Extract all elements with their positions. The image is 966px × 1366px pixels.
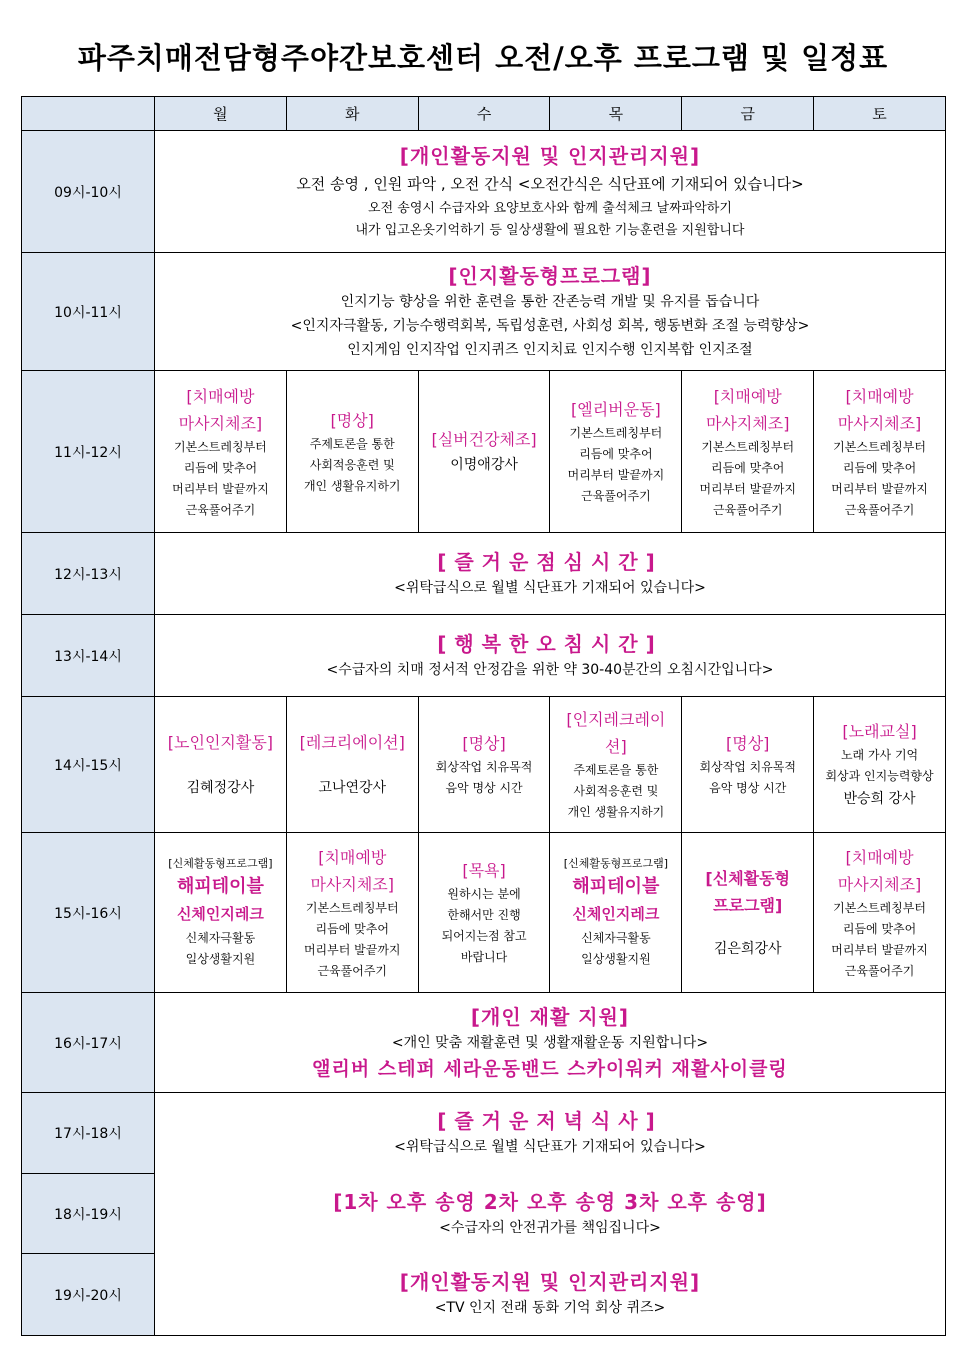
activity-line: <위탁급식으로 월별 식단표가 기재되어 있습니다> xyxy=(394,1139,706,1156)
cell-line: 사회적응훈련 및 xyxy=(309,457,395,472)
cell-title: [치매예방 xyxy=(318,847,387,867)
cell-line: 기본스트레칭부터 xyxy=(701,439,795,454)
day-thu: 목 xyxy=(550,97,682,131)
teacher-name: 이명애강사 xyxy=(450,457,518,473)
cell-line: 사회적응훈련 및 xyxy=(573,784,659,798)
row-1415 xyxy=(22,697,946,833)
cell-line: 머리부터 발끝까지 xyxy=(567,468,665,482)
cell-line: 회상작업 치유목적 xyxy=(699,760,796,774)
program-sub: 신체인지레크 xyxy=(176,905,264,923)
cell-line: 일상생활지원 xyxy=(185,952,256,966)
activity-1617 xyxy=(155,993,946,1093)
activity-1314 xyxy=(155,615,946,697)
time-1314: 13시-14시 xyxy=(22,615,155,697)
activity-line: <TV 인지 전래 동화 기억 회상 퀴즈> xyxy=(434,1300,666,1317)
cell-line: 음악 명상 시간 xyxy=(445,781,523,795)
activity-1819 xyxy=(155,1174,946,1254)
time-1617: 16시-17시 xyxy=(22,993,155,1093)
cell-line: 한해서만 진행 xyxy=(447,908,521,922)
time-1718: 17시-18시 xyxy=(22,1093,155,1174)
row-1314 xyxy=(22,615,946,697)
day-wed: 수 xyxy=(418,97,550,131)
cell-line: 머리부터 발끝까지 xyxy=(172,481,269,496)
cell-line: 근육풀어주기 xyxy=(317,963,388,978)
cell-line: 리듬에 맞추어 xyxy=(315,921,389,936)
day-fri: 금 xyxy=(682,97,814,131)
activity-0910 xyxy=(155,131,946,253)
time-1112: 11시-12시 xyxy=(22,371,155,533)
cell-title: 션] xyxy=(605,737,627,756)
activity-title: [개인 재활 지원] xyxy=(470,1004,630,1029)
cell-line: 머리부터 발끝까지 xyxy=(303,942,401,957)
row-1920 xyxy=(22,1254,946,1336)
activity-line: <수급자의 안전귀가를 책임집니다> xyxy=(439,1219,661,1236)
program-name: 해피테이블 xyxy=(572,876,660,897)
cell-line: 근육풀어주기 xyxy=(844,502,915,517)
cell-1112-wed xyxy=(418,371,550,533)
cell-line: 회상과 인지능력향상 xyxy=(825,769,934,783)
cell-line: 음악 명상 시간 xyxy=(709,781,787,795)
cell-1415-sat xyxy=(814,697,946,833)
row-1112 xyxy=(22,371,946,533)
activity-title: [개인활동지원 및 인지관리지원] xyxy=(399,1270,701,1295)
cell-1516-thu xyxy=(550,833,682,993)
cell-1516-wed xyxy=(418,833,550,993)
cell-1415-thu xyxy=(550,697,682,833)
cell-1516-fri xyxy=(682,833,814,993)
activity-title: [개인활동지원 및 인지관리지원] xyxy=(399,143,701,168)
program-tag: [신체활동형프로그램] xyxy=(563,857,668,870)
row-0910 xyxy=(22,131,946,253)
cell-line: 노래 가사 기억 xyxy=(840,748,919,762)
teacher-name: 김은희강사 xyxy=(713,940,782,957)
cell-1516-sat xyxy=(814,833,946,993)
cell-line: 근육풀어주기 xyxy=(185,502,256,517)
header-row xyxy=(22,97,946,131)
day-sat: 토 xyxy=(814,97,946,131)
cell-line: 리듬에 맞추어 xyxy=(711,460,785,475)
cell-line: 기본스트레칭부터 xyxy=(174,439,267,454)
cell-1112-thu xyxy=(550,371,682,533)
activity-title: [1차 오후 송영 2차 오후 송영 3차 오후 송영] xyxy=(333,1189,767,1214)
row-1718 xyxy=(22,1093,946,1174)
cell-title: [노래교실] xyxy=(842,722,917,741)
teacher-name: 반승희 강사 xyxy=(843,791,916,807)
cell-1516-mon xyxy=(155,833,287,993)
cell-line: 근육풀어주기 xyxy=(844,963,915,978)
equipment-list: 앨리버 스테퍼 세라운동밴드 스카이워커 재활사이클링 xyxy=(312,1057,788,1080)
cell-title: [명상] xyxy=(330,410,374,430)
cell-line: 리듬에 맞추어 xyxy=(183,460,258,475)
cell-1415-fri xyxy=(682,697,814,833)
cell-line: 주제토론을 통한 xyxy=(309,436,395,451)
program-sub: 신체인지레크 xyxy=(572,905,660,923)
cell-title: 프로그램] xyxy=(713,895,783,915)
cell-1516-tue xyxy=(286,833,418,993)
cell-line: 머리부터 발끝까지 xyxy=(831,942,928,957)
cell-line: 근육풀어주기 xyxy=(712,502,783,517)
cell-line: 리듬에 맞추어 xyxy=(842,460,917,475)
cell-line: 바랍니다 xyxy=(460,950,508,964)
row-1819 xyxy=(22,1174,946,1254)
cell-title: [신체활동형 xyxy=(705,868,791,888)
cell-title: [목욕] xyxy=(462,861,506,880)
cell-title: [실버건강체조] xyxy=(431,430,537,449)
cell-title: 마사지체조] xyxy=(178,413,263,433)
day-tue: 화 xyxy=(286,97,418,131)
cell-line: 주제토론을 통한 xyxy=(573,763,659,777)
cell-title: 마사지체조] xyxy=(310,874,394,894)
cell-title: 마사지체조] xyxy=(837,874,922,894)
program-name: 해피테이블 xyxy=(176,876,264,897)
activity-title: [인지활동형프로그램] xyxy=(448,263,652,288)
activity-1213 xyxy=(155,533,946,615)
cell-title: [명상] xyxy=(462,734,506,753)
cell-line: 일상생활지원 xyxy=(581,952,651,966)
cell-1112-sat xyxy=(814,371,946,533)
cell-1415-wed xyxy=(418,697,550,833)
time-1516: 15시-16시 xyxy=(22,833,155,993)
time-0910: 09시-10시 xyxy=(22,131,155,253)
page-title: 파주치매전담형주야간보호센터 오전/오후 프로그램 및 일정표 xyxy=(77,41,889,75)
cell-line: 회상작업 치유목적 xyxy=(435,760,533,774)
cell-title: [노인인지활동] xyxy=(167,733,274,752)
teacher-name: 고나연강사 xyxy=(318,780,387,796)
cell-line: 개인 생활유지하기 xyxy=(303,478,401,493)
cell-1415-tue xyxy=(286,697,418,833)
activity-line: <개인 맞춤 재활훈련 및 생활재활운동 지원합니다> xyxy=(391,1034,709,1051)
cell-line: 신체자극활동 xyxy=(581,931,651,945)
activity-1718 xyxy=(155,1093,946,1174)
cell-line: 기본스트레칭부터 xyxy=(833,439,926,454)
activity-title: [행복한오침시간] xyxy=(437,631,663,656)
activity-line: 오전 송영시 수급자와 요양보호사와 함께 출석체크 날짜파악하기 xyxy=(368,200,732,216)
cell-title: [레크리에이션] xyxy=(299,733,405,752)
time-1415: 14시-15시 xyxy=(22,697,155,833)
teacher-name: 김혜정강사 xyxy=(186,780,255,796)
cell-title: [치매예방 xyxy=(713,386,782,406)
cell-line: 근육풀어주기 xyxy=(581,489,651,503)
activity-line: <위탁급식으로 월별 식단표가 기재되어 있습니다> xyxy=(394,579,706,596)
cell-title: 마사지체조] xyxy=(705,413,790,433)
activity-line: <수급자의 치매 정서적 안정감을 위한 약 30-40분간의 오침시간입니다> xyxy=(326,661,774,678)
header-corner xyxy=(22,97,155,131)
cell-title: 마사지체조] xyxy=(837,413,922,433)
time-1920: 19시-20시 xyxy=(22,1254,155,1336)
program-tag: [신체활동형프로그램] xyxy=(168,857,273,870)
cell-line: 머리부터 발끝까지 xyxy=(699,481,796,496)
time-1011: 10시-11시 xyxy=(22,253,155,371)
day-mon: 월 xyxy=(155,97,287,131)
cell-1112-fri xyxy=(682,371,814,533)
cell-line: 개인 생활유지하기 xyxy=(567,805,665,819)
activity-1920 xyxy=(155,1254,946,1336)
cell-title: [치매예방 xyxy=(845,847,914,867)
activity-line: 오전 송영 , 인원 파악 , 오전 간식 <오전간식은 식단표에 기재되어 있습니다> xyxy=(296,174,804,193)
cell-1112-tue xyxy=(286,371,418,533)
cell-line: 기본스트레칭부터 xyxy=(305,900,399,915)
activity-line: 인지기능 향상을 위한 훈련을 통한 잔존능력 개발 및 유지를 돕습니다 xyxy=(340,293,760,310)
cell-1415-mon xyxy=(155,697,287,833)
cell-line: 기본스트레칭부터 xyxy=(833,900,926,915)
cell-1112-mon xyxy=(155,371,287,533)
cell-title: [엘리버운동] xyxy=(571,400,661,419)
row-1213 xyxy=(22,533,946,615)
time-1213: 12시-13시 xyxy=(22,533,155,615)
row-1011 xyxy=(22,253,946,371)
cell-title: [치매예방 xyxy=(186,386,255,406)
cell-line: 리듬에 맞추어 xyxy=(842,921,917,936)
time-1819: 18시-19시 xyxy=(22,1174,155,1254)
activity-1011 xyxy=(155,253,946,371)
cell-line: 리듬에 맞추어 xyxy=(579,447,653,461)
schedule-table xyxy=(21,96,946,1336)
cell-line: 기본스트레칭부터 xyxy=(569,426,663,440)
cell-line: 신체자극활동 xyxy=(185,931,256,945)
cell-line: 머리부터 발끝까지 xyxy=(831,481,928,496)
activity-title: [즐거운점심시간] xyxy=(437,549,663,574)
cell-title: [치매예방 xyxy=(845,386,914,406)
activity-line: 인지게임 인지작업 인지퀴즈 인지치료 인지수행 인지복합 인지조절 xyxy=(347,341,753,358)
cell-title: [명상] xyxy=(726,734,770,753)
cell-title: [인지레크레이 xyxy=(566,710,666,729)
activity-title: [즐거운저녁식사] xyxy=(437,1109,663,1134)
row-1516 xyxy=(22,833,946,993)
activity-line: <인지자극활동, 기능수행력회복, 독립성훈련, 사회성 회복, 행동변화 조절 능력향상> xyxy=(290,317,810,334)
cell-line: 되어지는점 참고 xyxy=(441,929,527,943)
activity-line: 내가 입고온옷기억하기 등 일상생활에 필요한 기능훈련을 지원합니다 xyxy=(355,222,745,238)
cell-line: 원하시는 분에 xyxy=(447,887,521,901)
row-1617 xyxy=(22,993,946,1093)
